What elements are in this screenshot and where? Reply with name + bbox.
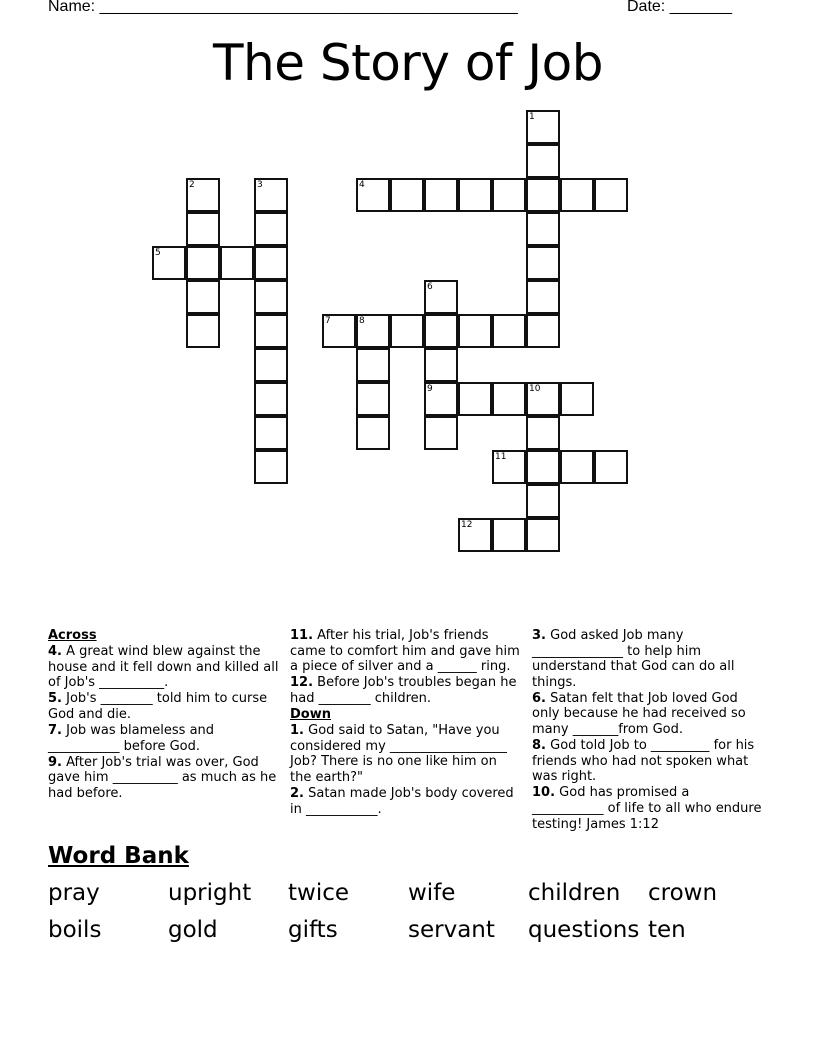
clue-number: 6. [532,690,546,706]
clue-text: After his trial, Job's friends came to comfort him and gave him a piece of silver and a ______ ring. [290,628,520,675]
crossword-cell[interactable] [186,280,220,314]
down-heading: Down [290,706,331,722]
clue-down-10 [532,785,764,832]
crossword-cell[interactable] [492,518,526,552]
word-bank-title: Word Bank [48,843,189,869]
crossword-cell[interactable] [424,382,458,416]
clue-across-12 [290,675,522,706]
word-bank-item: ten [648,917,686,943]
page-title: The Story of Job [212,34,604,92]
clue-down-6 [532,691,764,738]
clue-down-8 [532,738,764,785]
crossword-cell[interactable] [424,178,458,212]
word-bank-item: children [528,880,621,906]
clue-number-label: 5 [155,248,161,258]
crossword-cell[interactable] [492,178,526,212]
clue-number: 7. [48,723,62,739]
clue-number-label: 12 [461,520,473,530]
across-heading: Across [48,628,97,643]
clues-column-1 [48,628,280,802]
crossword-cell[interactable] [186,212,220,246]
clue-number-label: 3 [257,180,263,190]
clue-across-5 [48,691,280,722]
date-field-label: Date: _______ [627,0,732,15]
crossword-cell[interactable] [526,518,560,552]
word-bank-item: gold [168,917,218,943]
clue-number: 9. [48,754,62,770]
clue-number-label: 9 [427,384,433,394]
clue-number-label: 1 [529,112,535,122]
crossword-cell[interactable] [526,314,560,348]
clue-text: God asked Job many ______________ to help him understand that God can do all things. [532,628,735,690]
crossword-cell[interactable] [458,178,492,212]
clue-number-label: 10 [529,384,541,394]
crossword-cell[interactable] [254,246,288,280]
crossword-cell[interactable] [186,178,220,212]
clue-text: God said to Satan, "Have you considered my __________________ Job? There is no one like him on the earth?" [290,723,507,785]
crossword-cell[interactable] [526,144,560,178]
crossword-cell[interactable] [526,450,560,484]
clue-across-11 [290,628,522,675]
clue-number: 3. [532,628,546,643]
crossword-cell[interactable] [594,450,628,484]
clue-number: 5. [48,691,62,707]
clue-text: After Job's trial was over, God gave him __________ as much as he had before. [48,754,277,801]
word-bank-item: wife [408,880,456,906]
clue-down-1 [290,723,522,785]
crossword-cell[interactable] [526,382,560,416]
word-bank-item: upright [168,880,252,906]
crossword-cell[interactable] [424,416,458,450]
crossword-cell[interactable] [492,314,526,348]
crossword-cell[interactable] [254,178,288,212]
crossword-cell[interactable] [390,178,424,212]
crossword-cell[interactable] [560,382,594,416]
clue-number-label: 8 [359,316,365,326]
clue-number: 10. [532,785,556,801]
clue-number-label: 7 [325,316,331,326]
crossword-cell[interactable] [254,314,288,348]
clue-text: Job was blameless and ___________ before God. [48,723,215,754]
word-bank-item: questions [528,917,640,943]
crossword-cell[interactable] [560,178,594,212]
crossword-cell[interactable] [322,314,356,348]
crossword-cell[interactable] [526,246,560,280]
clue-down-3 [532,628,764,690]
crossword-cell[interactable] [186,314,220,348]
name-field-label: Name: _______________________________________________ [48,0,518,15]
clue-text: Job's ________ told him to curse God and die. [48,691,268,722]
word-bank-item: boils [48,917,102,943]
clue-number-label: 11 [495,452,507,462]
crossword-cell[interactable] [458,382,492,416]
clue-text: A great wind blew against the house and it fell down and killed all of Job's __________. [48,644,279,691]
clue-number-label: 4 [359,180,365,190]
clue-number: 11. [290,628,314,643]
crossword-cell[interactable] [254,416,288,450]
clue-across-4 [48,644,280,691]
crossword-cell[interactable] [560,450,594,484]
crossword-cell[interactable] [526,484,560,518]
word-bank-item: servant [408,917,495,943]
crossword-cell[interactable] [220,246,254,280]
clue-number: 8. [532,738,546,754]
clue-text: God told Job to _________ for his friends who had not spoken what was right. [532,738,755,785]
crossword-cell[interactable] [152,246,186,280]
crossword-cell[interactable] [356,348,390,382]
crossword-cell[interactable] [356,314,390,348]
clue-text: Satan made Job's body covered in ___________. [290,785,514,817]
clue-across-7 [48,723,280,754]
crossword-cell[interactable] [356,416,390,450]
crossword-cell[interactable] [254,382,288,416]
crossword-cell[interactable] [356,382,390,416]
crossword-cell[interactable] [526,416,560,450]
crossword-cell[interactable] [254,212,288,246]
word-bank-item: crown [648,880,718,906]
crossword-cell[interactable] [458,518,492,552]
clues-column-2 [290,628,522,818]
word-bank-item: pray [48,880,100,906]
clue-text: God has promised a ___________ of life to all who endure testing! James 1:12 [532,785,762,832]
clue-text: Before Job's troubles began he had ________ children. [290,675,517,706]
clue-number: 2. [290,785,304,801]
crossword-cell[interactable] [254,348,288,382]
crossword-cell[interactable] [424,314,458,348]
clue-across-9 [48,755,280,802]
crossword-cell[interactable] [356,178,390,212]
word-bank-item: twice [288,880,350,906]
clue-number-label: 6 [427,282,433,292]
clue-down-2 [290,786,522,817]
crossword-cell[interactable] [526,280,560,314]
crossword-cell[interactable] [492,450,526,484]
word-bank-item: gifts [288,917,338,943]
crossword-cell[interactable] [526,110,560,144]
crossword-cell[interactable] [254,280,288,314]
crossword-cell[interactable] [424,348,458,382]
crossword-cell[interactable] [424,280,458,314]
clue-number: 4. [48,644,62,660]
crossword-cell[interactable] [526,212,560,246]
crossword-cell[interactable] [458,314,492,348]
crossword-cell[interactable] [390,314,424,348]
crossword-cell[interactable] [254,450,288,484]
clue-number: 1. [290,723,304,739]
crossword-cell[interactable] [526,178,560,212]
clues-column-3 [532,628,764,833]
crossword-cell[interactable] [492,382,526,416]
crossword-cell[interactable] [594,178,628,212]
clue-number: 12. [290,675,314,691]
crossword-cell[interactable] [186,246,220,280]
clue-number-label: 2 [189,180,195,190]
clue-text: Satan felt that Job loved God only because he had received so many _______from God. [532,690,746,738]
